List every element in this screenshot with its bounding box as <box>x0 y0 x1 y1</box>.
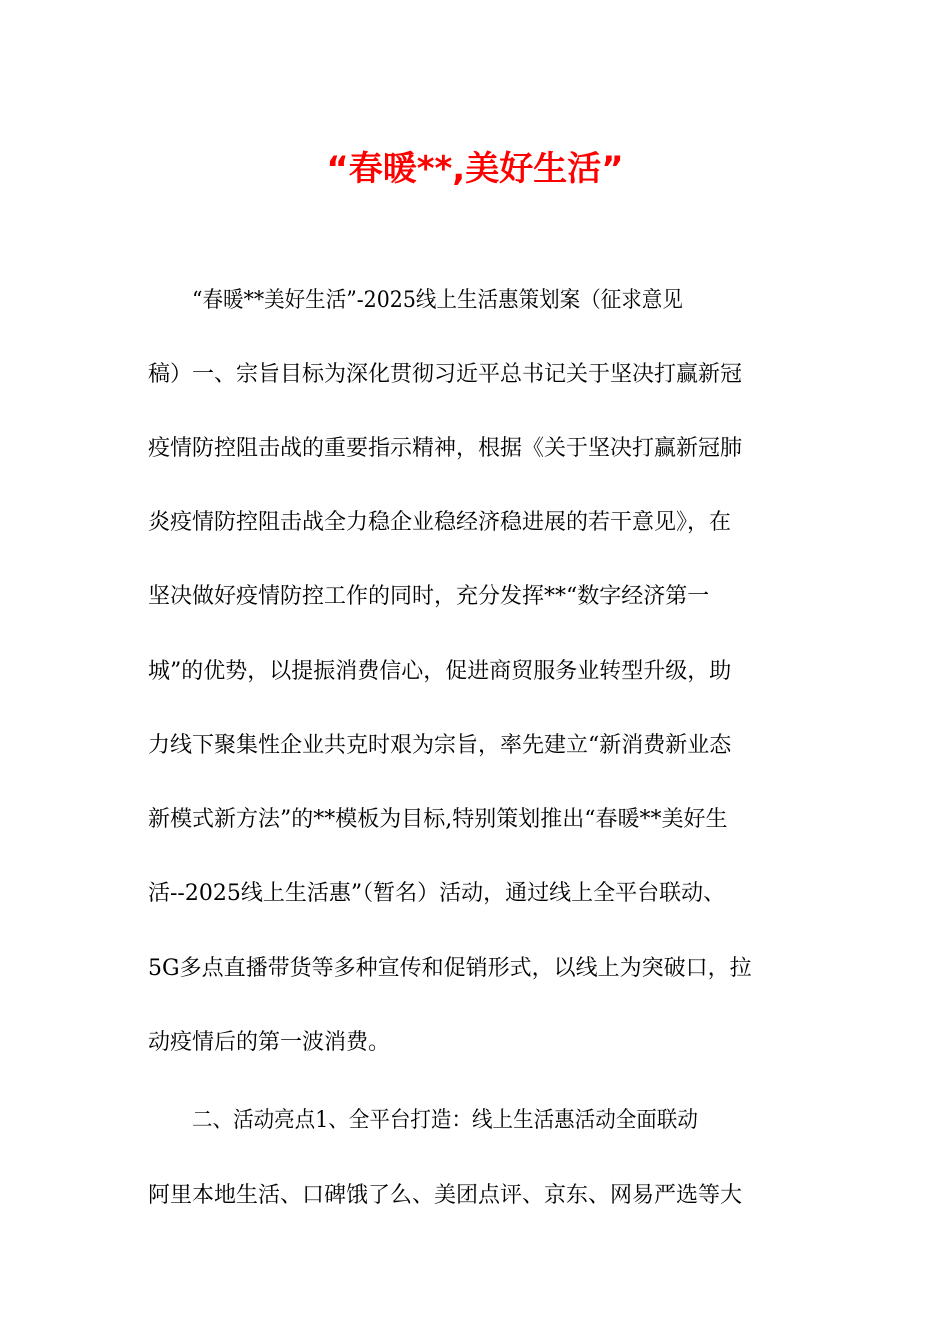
paragraph-1-line-7: 力线下聚集性企业共克时艰为宗旨，率先建立“新消费新业态 <box>148 733 732 758</box>
paragraph-1-line-4: 炎疫情防控阻击战全力稳企业稳经济稳进展的若干意见》，在 <box>148 510 732 535</box>
document-title: “春暖**,美好生活” <box>326 149 624 189</box>
paragraph-2-line-1: 二、活动亮点1、全平台打造：线上生活惠活动全面联动 <box>192 1108 698 1133</box>
paragraph-1-line-3: 疫情防控阻击战的重要指示精神，根据《关于坚决打赢新冠肺 <box>148 436 743 461</box>
paragraph-1-line-8: 新模式新方法”的**模板为目标,特别策划推出“春暖**美好生 <box>148 807 728 832</box>
paragraph-2-line-2: 阿里本地生活、口碑饿了么、美团点评、京东、网易严选等大 <box>148 1183 743 1208</box>
paragraph-1-line-11: 动疫情后的第一波消费。 <box>148 1030 391 1055</box>
paragraph-1-line-5: 坚决做好疫情防控工作的同时，充分发挥**“数字经济第一 <box>148 584 710 609</box>
paragraph-1-line-9: 活--2025线上生活惠”（暂名）活动，通过线上全平台联动、 <box>148 881 726 906</box>
paragraph-1-line-10: 5G多点直播带货等多种宣传和促销形式，以线上为突破口，拉 <box>148 956 752 981</box>
paragraph-1-line-6: 城”的优势，以提振消费信心，促进商贸服务业转型升级，助 <box>148 659 732 684</box>
paragraph-1-line-1: “春暖**美好生活”-2025线上生活惠策划案（征求意见 <box>192 288 683 313</box>
paragraph-1-line-2: 稿）一、宗旨目标为深化贯彻习近平总书记关于坚决打赢新冠 <box>148 362 743 387</box>
